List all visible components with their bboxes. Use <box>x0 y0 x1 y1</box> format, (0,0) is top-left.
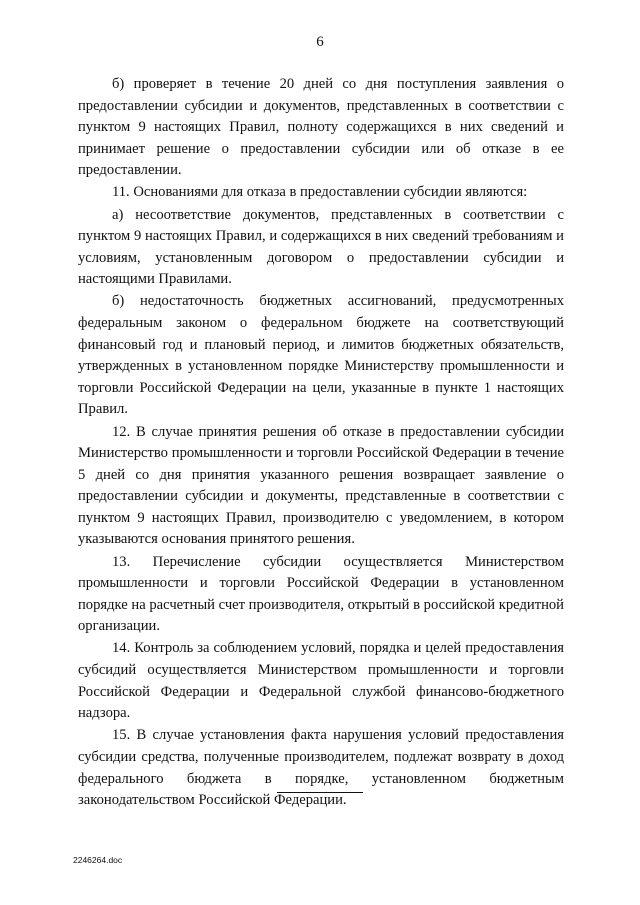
paragraph-11b: б) недостаточность бюджетных ассигнований, предусмотренных федеральным законом о федеральном бюджете на соответствующий финансовый год и плановый период, и лимитов бюджетных обязательств, утвержденных в установленном порядке Министерству промышленности и торговли Российской Федерации на цели, указанные в пункте 1 настоящих Правил. <box>78 293 564 418</box>
paragraph-15: 15. В случае установления факта нарушения условий предоставления субсидии средства, полученные производителем, подлежат возврату в доход федерального бюджета в порядке, установленном бюджетным законодательством Российской Федерации. <box>78 727 564 809</box>
paragraph-13: 13. Перечисление субсидии осуществляется Министерством промышленности и торговли Российской Федерации в установленном порядке на расчетный счет производителя, открытый в российской кредитной организации. <box>78 553 564 635</box>
page-number: 6 <box>316 34 324 50</box>
paragraph-11a: а) несоответствие документов, представленных в соответствии с пунктом 9 настоящих Правил, и содержащихся в них сведений требованиям и условиям, установленным договором о предоставлении субсидии и настоящими Правилами. <box>78 206 564 288</box>
document-body <box>78 74 564 812</box>
end-of-text-rule <box>277 792 363 793</box>
paragraph-12: 12. В случае принятия решения об отказе в предоставлении субсидии Министерство промышленности и торговли Российской Федерации в течение 5 дней со дня принятия указанного решения возвращает заявление о предоставлении субсидии и документы, представленные в соответствии с пунктом 9 настоящих Правил, производителю с уведомлением, в котором указываются основания принятого решения. <box>78 423 564 548</box>
paragraph-10b: б) проверяет в течение 20 дней со дня поступления заявления о предоставлении субсидии и документов, представленных в соответствии с пунктом 9 настоящих Правил, полноту содержащихся в них сведений и принимает решение о предоставлении субсидии или об отказе в ее предоставлении. <box>78 76 564 179</box>
footer-doc-id: 2246264.doc <box>73 855 123 865</box>
paragraph-14: 14. Контроль за соблюдением условий, порядка и целей предоставления субсидий осуществляется Министерством промышленности и торговли Российской Федерации и Федеральной службой финансово-бюджетного надзора. <box>78 640 564 722</box>
paragraph-11: 11. Основаниями для отказа в предоставлении субсидии являются: <box>112 184 528 201</box>
